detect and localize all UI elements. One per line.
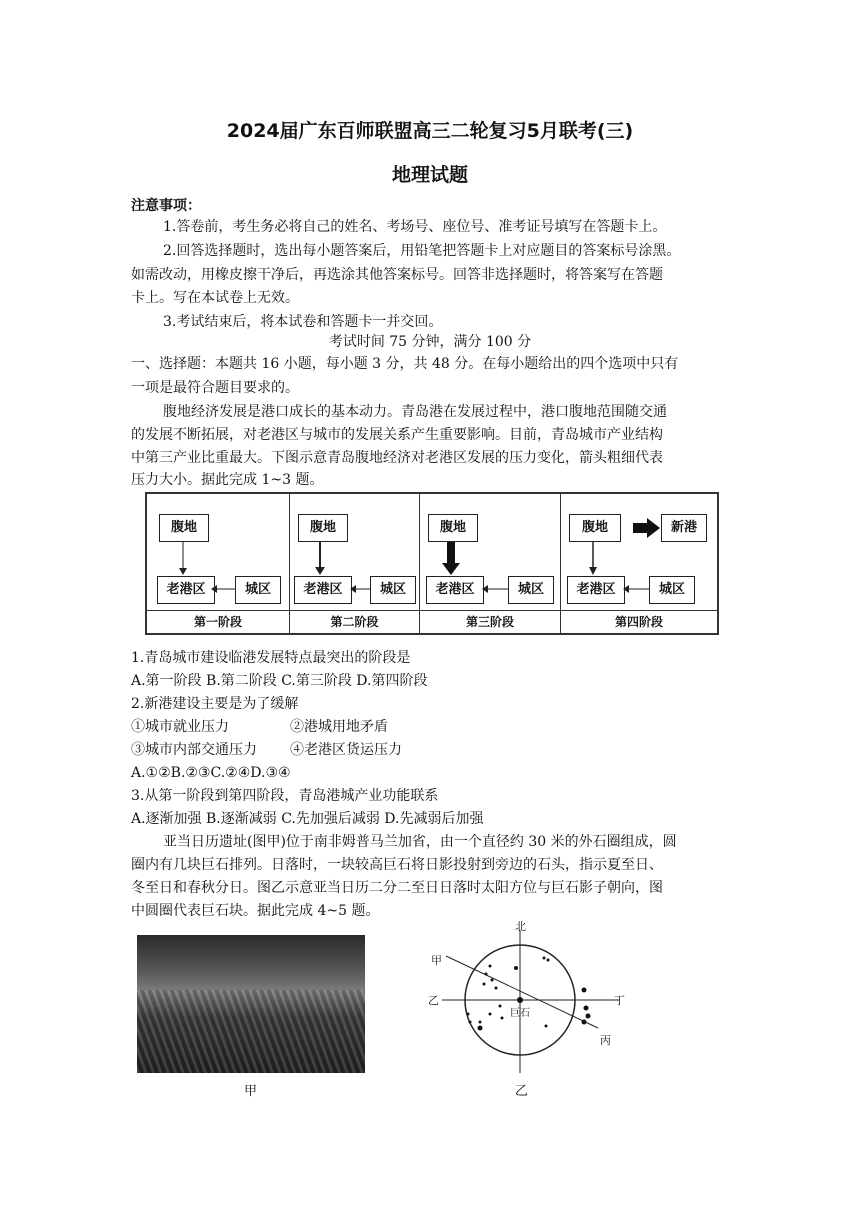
hinterland-box: 腹地 <box>569 514 621 542</box>
north-label: 北 <box>515 920 526 933</box>
stage-panel-4 <box>561 494 717 633</box>
notice-item-2-cont: 如需改动，用橡皮擦干净后，再选涂其他答案标号。回答非选择题时，将答案写在答题 <box>131 267 663 283</box>
notice-item-2: 2.回答选择题时，选出每小题答案后，用铅笔把答题卡上对应题目的答案标号涂黑。 <box>163 243 681 259</box>
port-pressure-diagram <box>145 492 719 635</box>
notice-item-1: 1.答卷前，考生务必将自己的姓名、考场号、座位号、准考证号填写在答题卡上。 <box>163 219 667 235</box>
city-box: 城区 <box>235 576 281 604</box>
direction-label-ding: 丁 <box>614 994 625 1007</box>
stage-2-arrows <box>290 494 420 614</box>
hinterland-box: 腹地 <box>298 514 348 542</box>
question-2-option-2: ②港城用地矛盾 <box>290 719 388 735</box>
notice-heading: 注意事项： <box>131 198 201 214</box>
city-box: 城区 <box>508 576 554 604</box>
exam-time: 考试时间 75 分钟，满分 100 分 <box>328 334 532 350</box>
direction-label-yi: 乙 <box>428 994 439 1007</box>
section-1-heading-cont: 一项是最符合题目要求的。 <box>131 380 299 396</box>
figure-yi-caption: 乙 <box>515 1084 529 1099</box>
stage-3-arrows <box>420 494 561 614</box>
question-1: 1.青岛城市建设临港发展特点最突出的阶段是 <box>131 650 411 666</box>
stage-4-arrows <box>561 494 717 614</box>
question-2-option-3: ③城市内部交通压力 <box>131 742 257 758</box>
direction-label-jia: 甲 <box>431 954 442 967</box>
exam-title: 2024届广东百师联盟高三二轮复习5月联考(三) <box>226 120 634 142</box>
stage-panel-3 <box>420 494 561 633</box>
center-stone-label: 巨石 <box>510 1008 530 1019</box>
passage-1-line-2: 的发展不断拓展，对老港区与城市的发展关系产生重要影响。目前，青岛城市产业结构 <box>131 427 663 443</box>
passage-2-line-1: 亚当日历遗址(图甲)位于南非姆普马兰加省，由一个直径约 30 米的外石圈组成，圆 <box>163 834 677 850</box>
adam-calendar-photo <box>137 935 365 1073</box>
sunset-direction-diagram <box>420 918 640 1093</box>
direction-label-bing: 丙 <box>600 1034 611 1047</box>
stage-label-1: 第一阶段 <box>147 610 289 633</box>
old-port-box: 老港区 <box>157 576 215 604</box>
passage-1-line-3: 中第三产业比重最大。下图示意青岛腹地经济对老港区发展的压力变化，箭头粗细代表 <box>131 450 663 466</box>
old-port-box: 老港区 <box>567 576 625 604</box>
hinterland-box: 腹地 <box>159 514 209 542</box>
city-box: 城区 <box>649 576 695 604</box>
hinterland-box: 腹地 <box>428 514 478 542</box>
passage-2-line-4: 中圆圈代表巨石块。据此完成 4~5 题。 <box>131 903 380 919</box>
question-3: 3.从第一阶段到第四阶段，青岛港城产业功能联系 <box>131 788 439 804</box>
question-2-option-1: ①城市就业压力 <box>131 719 229 735</box>
question-3-options: A.逐渐加强 B.逐渐减弱 C.先加强后减弱 D.先减弱后加强 <box>131 811 484 827</box>
question-2: 2.新港建设主要是为了缓解 <box>131 696 299 712</box>
stage-panel-2 <box>290 494 420 633</box>
notice-item-3: 3.考试结束后，将本试卷和答题卡一并交回。 <box>163 314 443 330</box>
question-2-option-4: ④老港区货运压力 <box>290 742 402 758</box>
stage-label-4: 第四阶段 <box>561 610 717 633</box>
passage-1-line-4: 压力大小。据此完成 1~3 题。 <box>131 472 324 488</box>
question-1-options: A.第一阶段 B.第二阶段 C.第三阶段 D.第四阶段 <box>131 673 428 689</box>
passage-1-line-1: 腹地经济发展是港口成长的基本动力。青岛港在发展过程中，港口腹地范围随交通 <box>163 404 667 420</box>
old-port-box: 老港区 <box>294 576 352 604</box>
question-2-options: A.①②B.②③C.②④D.③④ <box>131 765 291 781</box>
new-port-box: 新港 <box>661 514 707 542</box>
stage-panel-1 <box>147 494 290 633</box>
city-box: 城区 <box>370 576 416 604</box>
stage-label-2: 第二阶段 <box>290 610 419 633</box>
stage-label-3: 第三阶段 <box>420 610 560 633</box>
subject-title: 地理试题 <box>391 164 468 186</box>
stage-1-arrows <box>147 494 290 614</box>
passage-2-line-2: 圈内有几块巨石排列。日落时，一块较高巨石将日影投射到旁边的石头，指示夏至日、 <box>131 857 663 873</box>
notice-item-2-end: 卡上。写在本试卷上无效。 <box>131 290 299 306</box>
section-1-heading: 一、选择题：本题共 16 小题，每小题 3 分，共 48 分。在每小题给出的四个选项中只有 <box>131 356 679 372</box>
old-port-box: 老港区 <box>426 576 484 604</box>
passage-2-line-3: 冬至日和春秋分日。图乙示意亚当日历二分二至日日落时太阳方位与巨石影子朝向，图 <box>131 880 663 896</box>
figure-jia-caption: 甲 <box>244 1084 258 1099</box>
